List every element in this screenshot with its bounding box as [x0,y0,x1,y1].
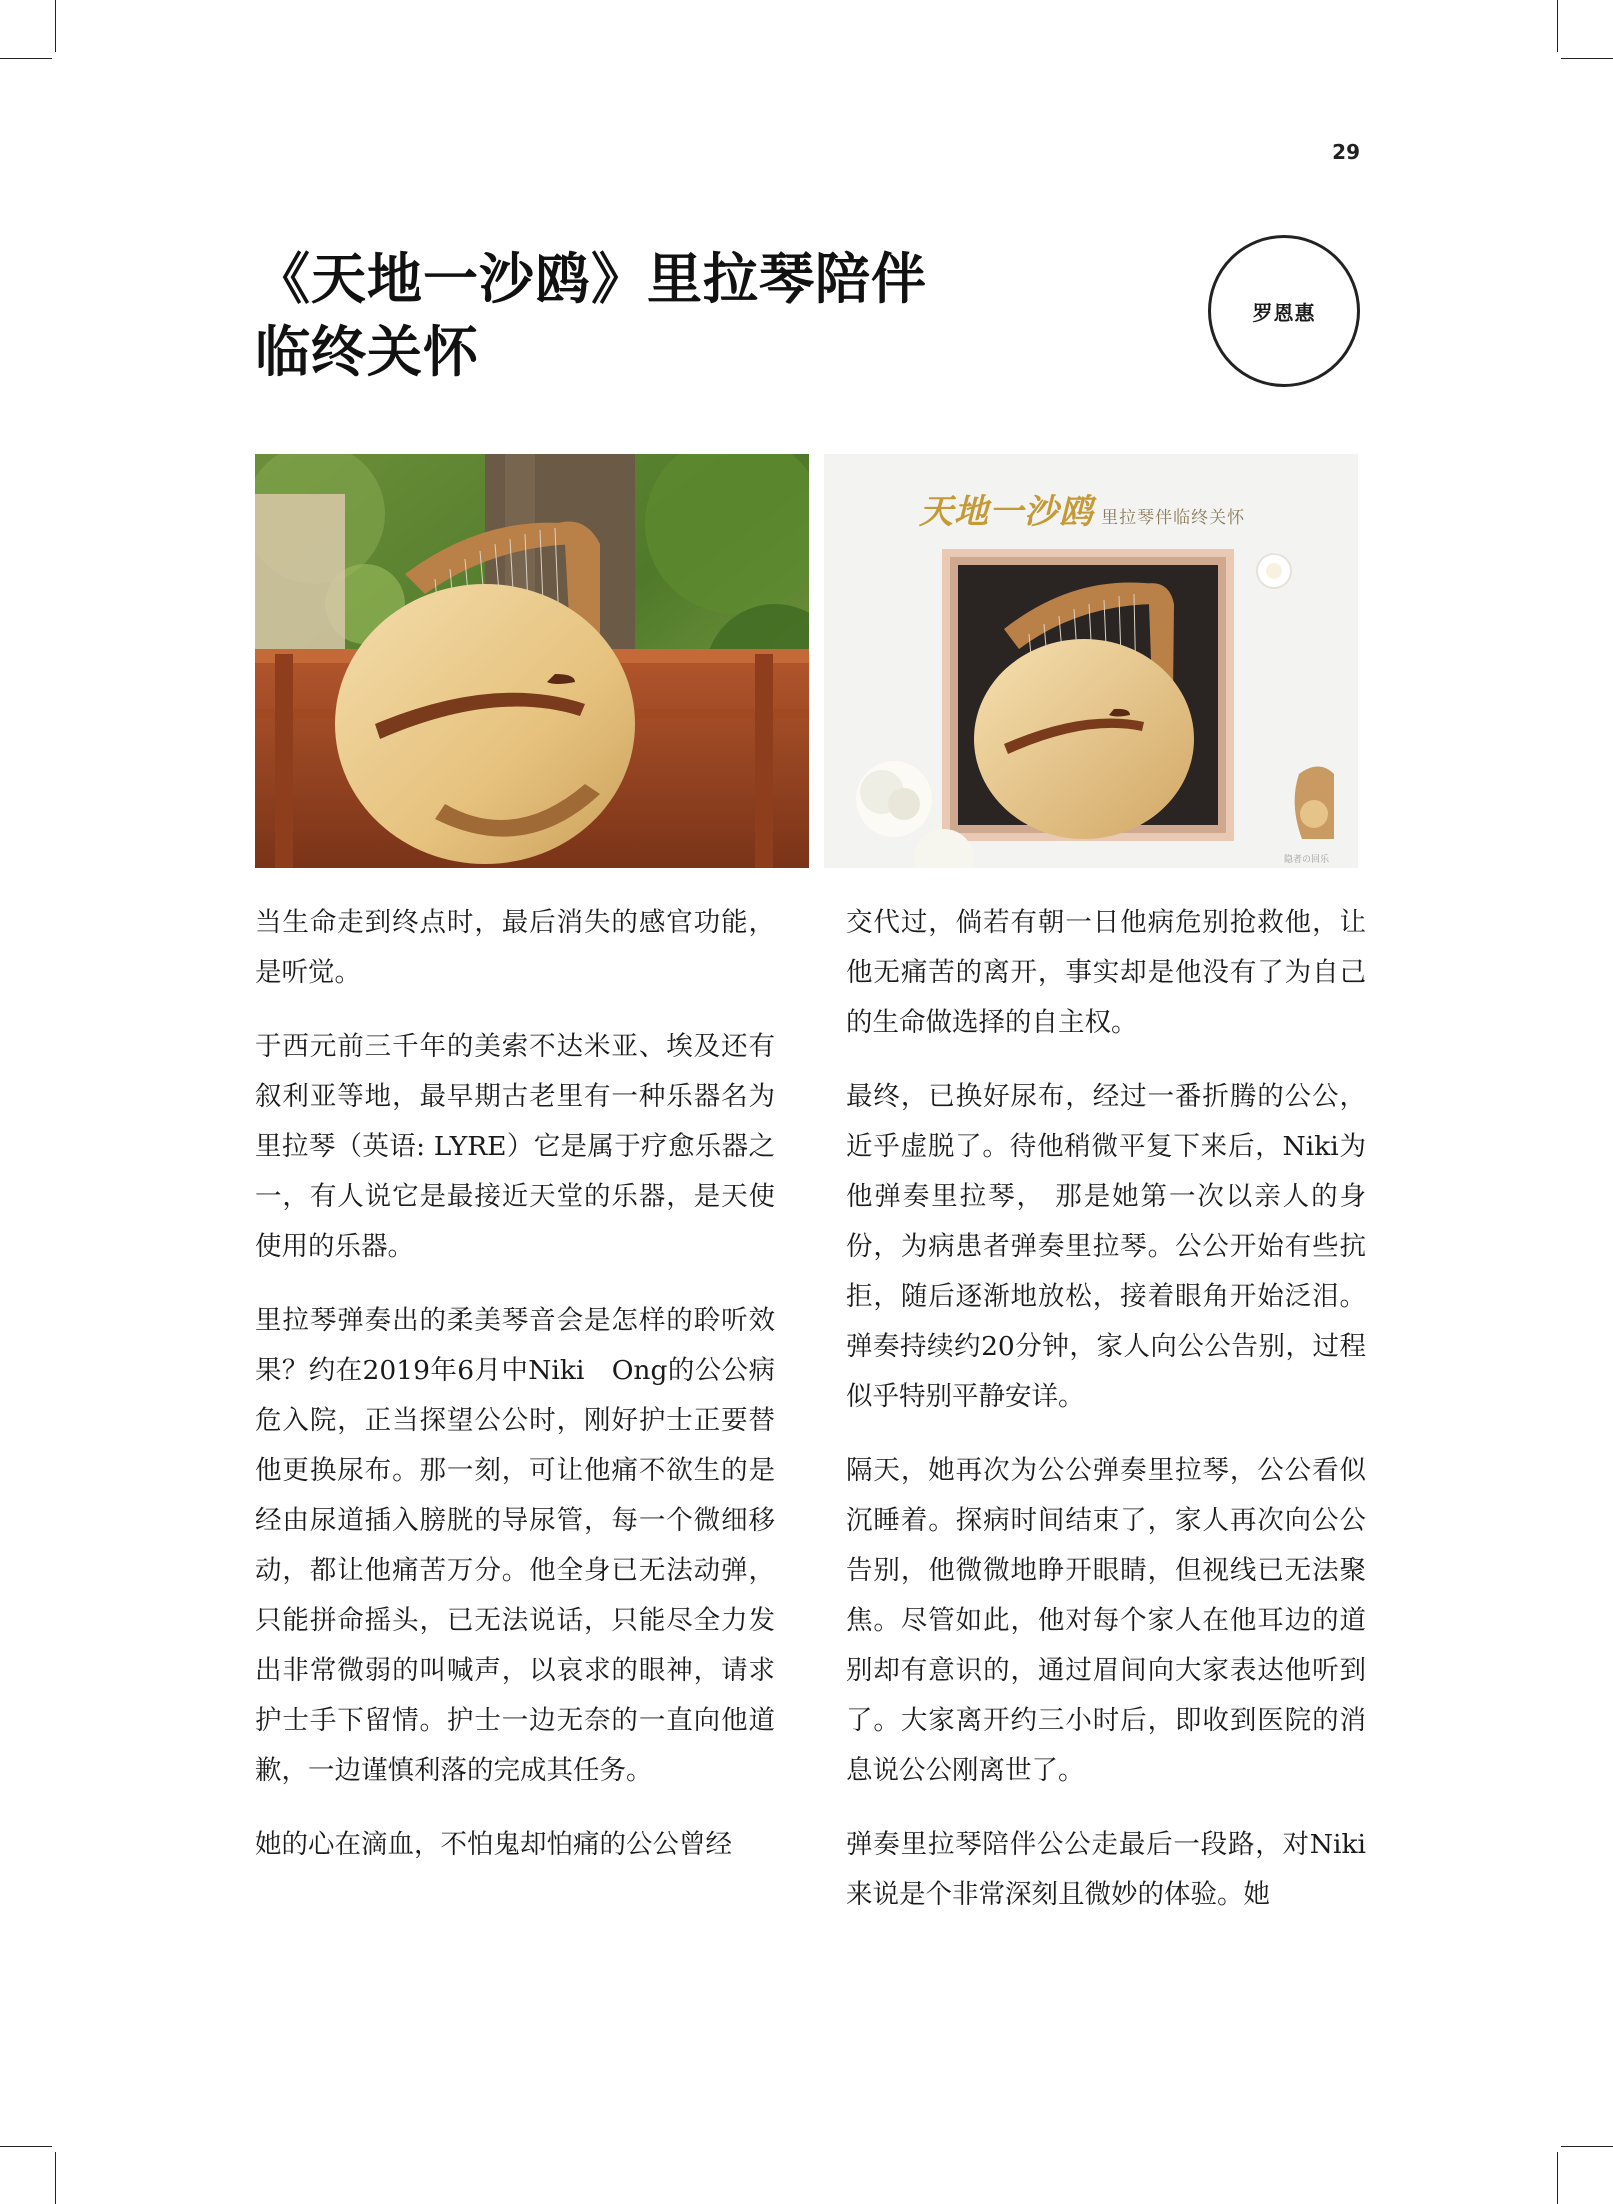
poster-logo-text: 隐者の回乐 [1284,855,1330,865]
crop-mark-top-right-v [1557,0,1558,52]
crop-mark-top-right-h [1561,58,1613,59]
paragraph: 交代过，倘若有朝一日他病危别抢救他，让他无痛苦的离开，事实却是他没有了为自己的生命做选择的自主权。 [846,907,1366,1038]
poster-title [919,484,1245,533]
crop-mark-top-left-h [0,58,52,59]
framed-lyre-poster-photo [824,454,1358,868]
article-column-left [255,898,775,1894]
crop-mark-bottom-left-v [55,2152,56,2204]
paragraph: 里拉琴弹奏出的柔美琴音会是怎样的聆听效果？约在2019年6月中Niki Ong的公公病危入院，正当探望公公时，刚好护士正要替他更换尿布。那一刻，可让他痛不欲生的是经由尿道插入膀胱的导尿管，每一个微细移动，都让他痛苦万分。他全身已无法动弹，只能拼命摇头，已无法说话，只能尽全力发出非常微弱的叫喊声，以哀求的眼神，请求护士手下留情。护士一边无奈的一直向他道歉，一边谨慎利落的完成其任务。 [255,1305,775,1786]
paragraph: 弹奏里拉琴陪伴公公走最后一段路，对Niki来说是个非常深刻且微妙的体验。她 [846,1829,1366,1910]
author-name: 罗恩惠 [1252,300,1316,325]
crop-mark-top-left-v [55,0,56,52]
paragraph: 她的心在滴血，不怕鬼却怕痛的公公曾经 [255,1829,732,1860]
article-title [255,242,1015,388]
crop-mark-bottom-left-h [0,2146,52,2147]
poster-title-main: 天地一沙鸥 [919,492,1094,532]
article-title-line-1: 《天地一沙鸥》里拉琴陪伴 [255,246,928,311]
crop-mark-bottom-right-h [1561,2146,1613,2147]
poster-title-sub: 里拉琴伴临终关怀 [1101,508,1246,528]
page-number: 29 [1332,140,1360,164]
paragraph: 于西元前三千年的美索不达米亚、埃及还有叙利亚等地，最早期古老里有一种乐器名为里拉琴（英语: LYRE）它是属于疗愈乐器之一，有人说它是最接近天堂的乐器，是天使使用的乐器。 [255,1031,775,1262]
lyre-bench-illustration [255,454,809,868]
paragraph: 当生命走到终点时，最后消失的感官功能，是听觉。 [255,907,775,988]
article-title-line-2: 临终关怀 [255,319,480,384]
crop-mark-bottom-right-v [1557,2152,1558,2204]
article-column-right [846,898,1366,1944]
paragraph: 最终，已换好尿布，经过一番折腾的公公，近乎虚脱了。待他稍微平复下来后，Niki为他弹奏里拉琴， 那是她第一次以亲人的身份，为病患者弹奏里拉琴。公公开始有些抗拒，随后逐渐地放松，接着眼角开始泛泪。弹奏持续约20分钟，家人向公公告别，过程似乎特别平静安详。 [846,1081,1366,1412]
paragraph: 隔天，她再次为公公弹奏里拉琴，公公看似沉睡着。探病时间结束了，家人再次向公公告别，他微微地睁开眼睛，但视线已无法聚焦。尽管如此，他对每个家人在他耳边的道别却有意识的，通过眉间向大家表达他听到了。大家离开约三小时后，即收到医院的消息说公公刚离世了。 [846,1455,1366,1786]
lyre-bench-photo [255,454,809,868]
author-badge [1208,235,1360,387]
